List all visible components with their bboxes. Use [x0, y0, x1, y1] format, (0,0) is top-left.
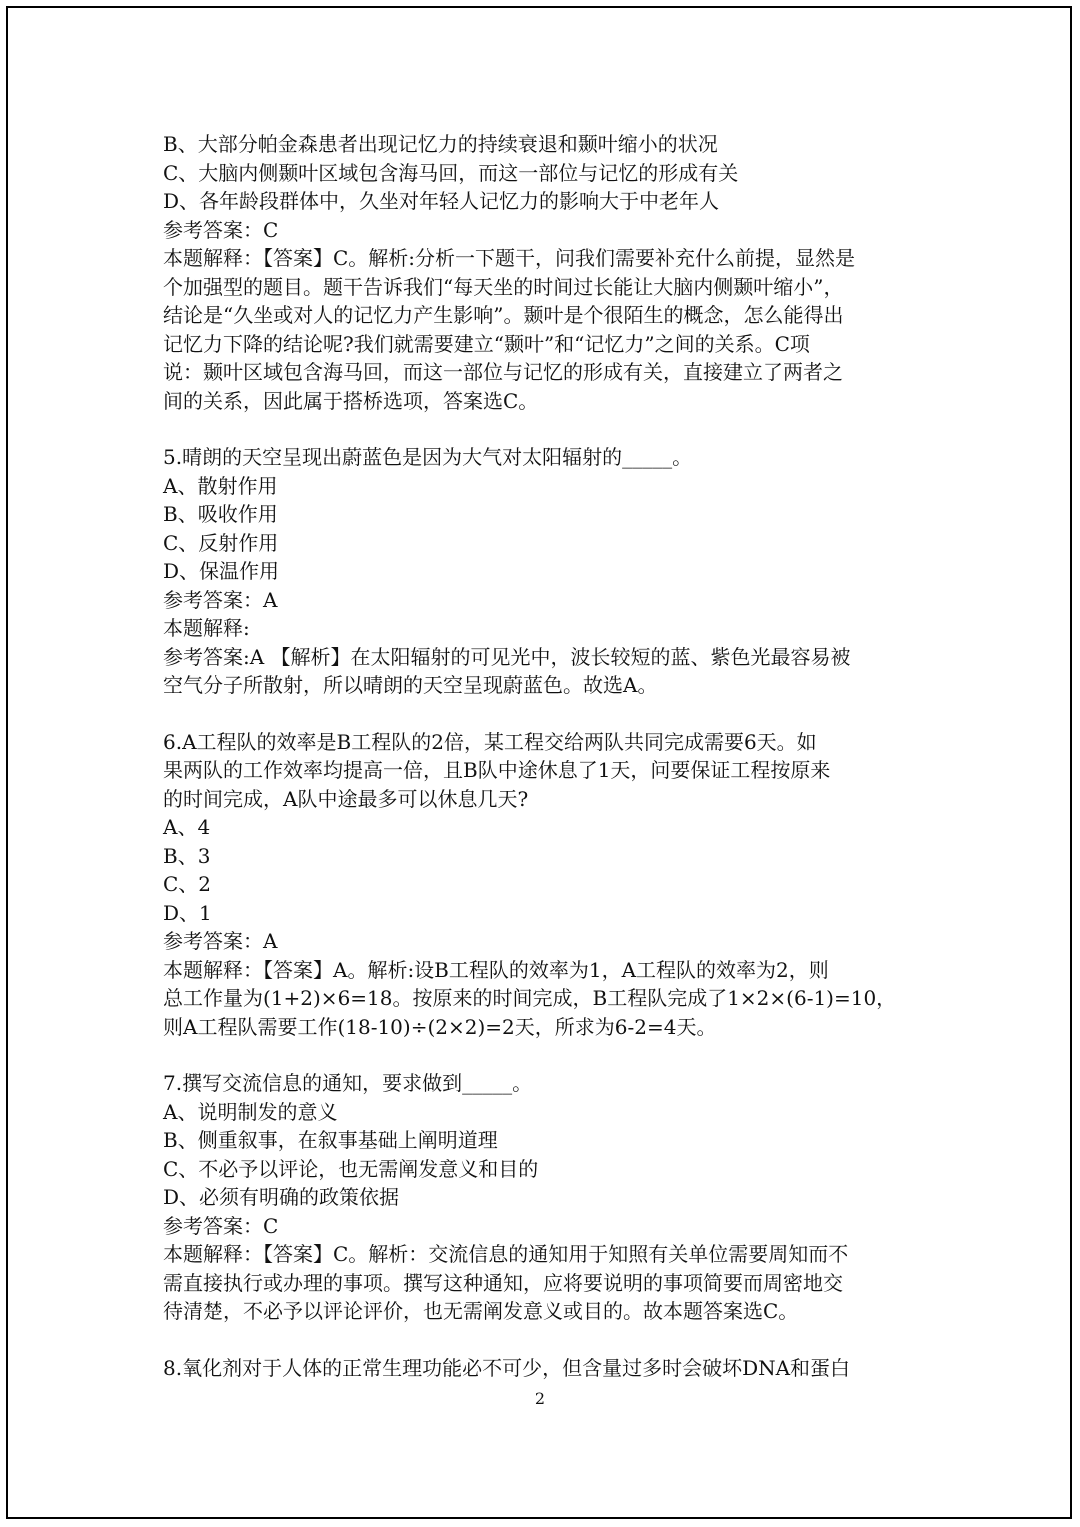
q5-question: 5.晴朗的天空呈现出蔚蓝色是因为大气对太阳辐射的_____。: [163, 445, 693, 469]
section-spacer: [163, 415, 923, 443]
q4-answer: 参考答案：C: [163, 217, 279, 242]
question-8-section: [163, 1354, 923, 1383]
q5-option-a: A、散射作用: [163, 473, 278, 498]
question-5-section: [163, 443, 923, 700]
question-4-section: [163, 130, 923, 415]
q4-explanation-line: 间的关系，因此属于搭桥选项，答案选C。: [163, 388, 539, 413]
q7-explanation-line: 需直接执行或办理的事项。撰写这种通知，应将要说明的事项简要而周密地交: [163, 1270, 843, 1295]
q5-explanation-line: 参考答案:A 【解析】在太阳辐射的可见光中，波长较短的蓝、紫色光最容易被: [163, 644, 851, 669]
q4-explanation-line: 结论是“久坐或对人的记忆力产生影响”。颞叶是个很陌生的概念，怎么能得出: [163, 303, 844, 327]
q7-explanation-line: 待清楚，不必予以评论评价，也无需阐发意义或目的。故本题答案选C。: [163, 1299, 799, 1323]
q7-option-d: D、必须有明确的政策依据: [163, 1185, 400, 1209]
q6-option-a: A、4: [163, 815, 211, 839]
q4-option-d: D、各年龄段群体中，久坐对年轻人记忆力的影响大于中老年人: [163, 189, 720, 213]
q5-option-b: B、吸收作用: [163, 502, 278, 526]
q6-option-b: B、3: [163, 843, 211, 868]
question-7-section: [163, 1069, 923, 1326]
section-spacer: [163, 1041, 923, 1069]
q4-explanation-line: 说：颞叶区域包含海马回，而这一部位与记忆的形成有关，直接建立了两者之: [163, 360, 843, 384]
q6-option-c: C、2: [163, 872, 212, 896]
q6-answer: 参考答案：A: [163, 929, 278, 953]
q7-option-b: B、侧重叙事，在叙事基础上阐明道理: [163, 1128, 498, 1152]
q6-question-line: 6.A工程队的效率是B工程队的2倍，某工程交给两队共同完成需要6天。如: [163, 729, 817, 754]
q7-option-a: A、说明制发的意义: [163, 1099, 338, 1124]
q5-explanation-label: 本题解释:: [163, 616, 250, 640]
page-number: 2: [534, 1389, 546, 1408]
q6-explanation-line: 总工作量为(1+2)×6=18。按原来的时间完成，B工程队完成了1×2×(6-1)=10，: [163, 986, 897, 1010]
q7-option-c: C、不必予以评论，也无需阐发意义和目的: [163, 1156, 539, 1181]
q5-answer: 参考答案：A: [163, 587, 278, 612]
q7-question: 7.撰写交流信息的通知，要求做到_____。: [163, 1071, 533, 1095]
section-spacer: [163, 700, 923, 728]
q4-explanation-line: 本题解释：【答案】C。解析:分析一下题干，问我们需要补充什么前提，显然是: [163, 246, 856, 270]
q7-answer: 参考答案：C: [163, 1213, 279, 1238]
q6-explanation-line: 本题解释：【答案】A。解析:设B工程队的效率为1，A工程队的效率为2，则: [163, 957, 829, 982]
q6-option-d: D、1: [163, 900, 212, 925]
document-body: [163, 130, 923, 1382]
q4-explanation-line: 记忆力下降的结论呢?我们就需要建立“颞叶”和“记忆力”之间的关系。C项: [163, 331, 810, 356]
question-6-section: [163, 728, 923, 1042]
q6-question-line: 的时间完成，A队中途最多可以休息几天?: [163, 786, 529, 811]
q7-explanation-line: 本题解释：【答案】C。解析：交流信息的通知用于知照有关单位需要周知而不: [163, 1242, 849, 1266]
q6-explanation-line: 则A工程队需要工作(18-10)÷(2×2)=2天，所求为6-2=4天。: [163, 1014, 717, 1039]
q4-option-c: C、大脑内侧颞叶区域包含海马回，而这一部位与记忆的形成有关: [163, 160, 739, 185]
q5-option-d: D、保温作用: [163, 559, 280, 583]
q5-explanation-line: 空气分子所散射，所以晴朗的天空呈现蔚蓝色。故选A。: [163, 673, 658, 697]
q4-option-b: B、大部分帕金森患者出现记忆力的持续衰退和颞叶缩小的状况: [163, 132, 718, 156]
q6-question-line: 果两队的工作效率均提高一倍，且B队中途休息了1天，问要保证工程按原来: [163, 758, 831, 782]
q4-explanation-line: 个加强型的题目。题干告诉我们“每天坐的时间过长能让大脑内侧颞叶缩小”，: [163, 274, 844, 299]
q5-option-c: C、反射作用: [163, 530, 279, 555]
q8-question: 8.氧化剂对于人体的正常生理功能必不可少，但含量过多时会破坏DNA和蛋白: [163, 1355, 851, 1380]
section-spacer: [163, 1326, 923, 1354]
